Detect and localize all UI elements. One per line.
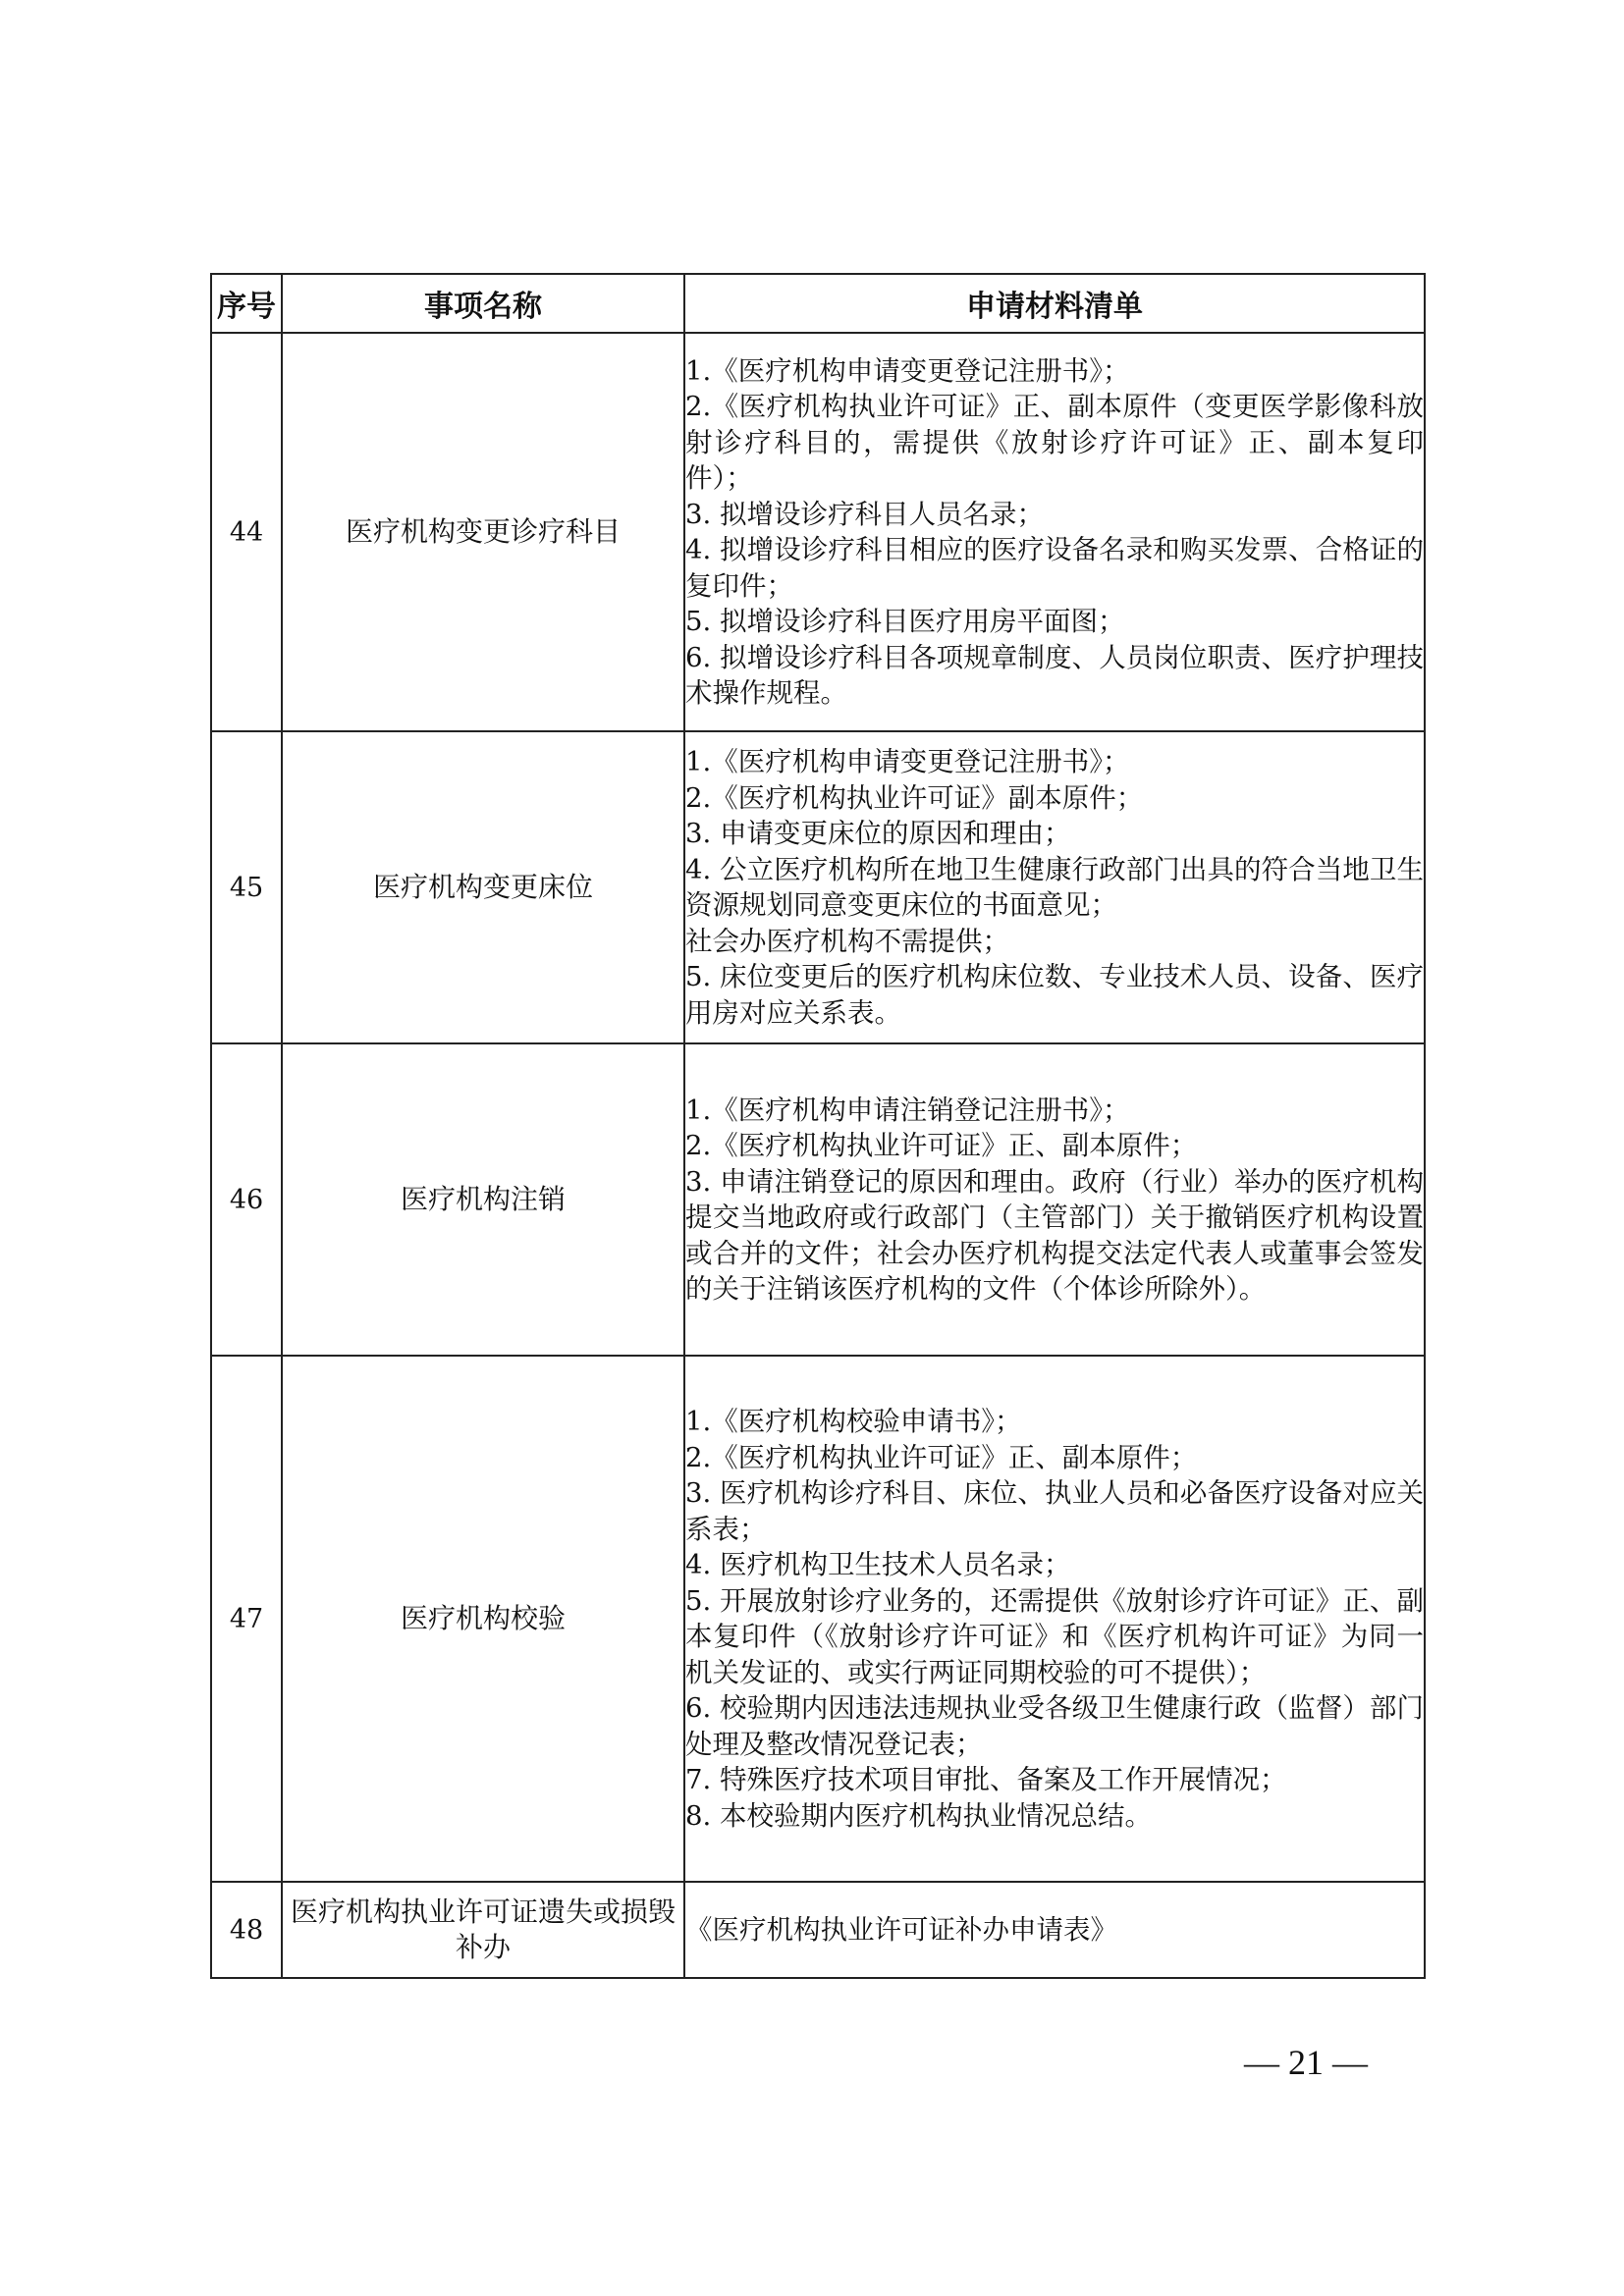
material-item: 2.《医疗机构执业许可证》正、副本原件（变更医学影像科放射诊疗科目的，需提供《放射诊疗许可证》正、副本复印件）；: [685, 391, 1424, 494]
header-row: [211, 274, 1425, 333]
row-item-name: 医疗机构变更诊疗科目: [282, 333, 684, 731]
material-item: 1.《医疗机构申请注销登记注册书》；: [685, 1094, 1130, 1126]
row-serial-number: 44: [211, 333, 282, 731]
row-serial-number: 48: [211, 1882, 282, 1978]
material-item: 4. 拟增设诊疗科目相应的医疗设备名录和购买发票、合格证的复印件；: [685, 534, 1424, 602]
row-item-name: 医疗机构校验: [282, 1356, 684, 1882]
material-item: 2.《医疗机构执业许可证》副本原件；: [685, 781, 1144, 814]
row-materials-list: [684, 1882, 1425, 1978]
row-item-name: 医疗机构变更床位: [282, 731, 684, 1043]
material-item: 1.《医疗机构申请变更登记注册书》；: [685, 746, 1130, 777]
material-item: 8. 本校验期内医疗机构执业情况总结。: [685, 1799, 1152, 1832]
material-item: 1.《医疗机构申请变更登记注册书》；: [685, 354, 1130, 387]
table-row: [211, 1356, 1425, 1882]
table-body: [211, 333, 1425, 1978]
material-item: 5. 开展放射诊疗业务的，还需提供《放射诊疗许可证》正、副本复印件（《放射诊疗许可证》和《医疗机构许可证》为同一机关发证的、或实行两证同期校验的可不提供）；: [685, 1584, 1424, 1688]
row-serial-number: 45: [211, 731, 282, 1043]
material-item: 6. 校验期内因违法违规执业受各级卫生健康行政（监督）部门处理及整改情况登记表；: [685, 1692, 1424, 1760]
material-item: 4. 公立医疗机构所在地卫生健康行政部门出具的符合当地卫生资源规划同意变更床位的书面意见；: [685, 853, 1424, 921]
table-row: [211, 731, 1425, 1043]
material-item: 7. 特殊医疗技术项目审批、备案及工作开展情况；: [685, 1764, 1287, 1795]
table-row: [211, 1882, 1425, 1978]
header-materials: 申请材料清单: [684, 274, 1425, 333]
material-item: 4. 医疗机构卫生技术人员名录；: [685, 1549, 1071, 1580]
row-materials-list: [684, 1043, 1425, 1356]
material-item: 3. 申请变更床位的原因和理由；: [685, 818, 1071, 849]
row-materials-list: [684, 333, 1425, 731]
material-item: 社会办医疗机构不需提供；: [685, 925, 1009, 957]
material-item: 3. 医疗机构诊疗科目、床位、执业人员和必备医疗设备对应关系表；: [685, 1477, 1424, 1545]
page-number: — 21 —: [1244, 2043, 1368, 2082]
row-serial-number: 47: [211, 1356, 282, 1882]
header-item-name: 事项名称: [282, 274, 684, 333]
material-item: 5. 拟增设诊疗科目医疗用房平面图；: [685, 606, 1125, 637]
material-item: 3. 拟增设诊疗科目人员名录；: [685, 498, 1044, 530]
header-serial: 序号: [211, 274, 282, 333]
material-item: 6. 拟增设诊疗科目各项规章制度、人员岗位职责、医疗护理技术操作规程。: [685, 641, 1424, 709]
table-row: [211, 1043, 1425, 1356]
material-item: 3. 申请注销登记的原因和理由。政府（行业）举办的医疗机构提交当地政府或行政部门（主管部门）关于撤销医疗机构设置或合并的文件；社会办医疗机构提交法定代表人或董事会签发的关于注销该医疗机构的文件（个体诊所除外）。: [685, 1165, 1424, 1305]
material-item: 2.《医疗机构执业许可证》正、副本原件；: [685, 1130, 1198, 1161]
material-item: 《医疗机构执业许可证补办申请表》: [685, 1913, 1117, 1946]
table-row: [211, 333, 1425, 731]
row-item-name: 医疗机构注销: [282, 1043, 684, 1356]
row-materials-list: [684, 731, 1425, 1043]
material-item: 2.《医疗机构执业许可证》正、副本原件；: [685, 1441, 1198, 1473]
row-item-name: 医疗机构执业许可证遗失或损毁补办: [282, 1882, 684, 1978]
material-item: 5. 床位变更后的医疗机构床位数、专业技术人员、设备、医疗用房对应关系表。: [685, 961, 1424, 1029]
row-serial-number: 46: [211, 1043, 282, 1356]
materials-table: [210, 273, 1426, 1979]
material-item: 1.《医疗机构校验申请书》；: [685, 1406, 1022, 1437]
row-materials-list: [684, 1356, 1425, 1882]
